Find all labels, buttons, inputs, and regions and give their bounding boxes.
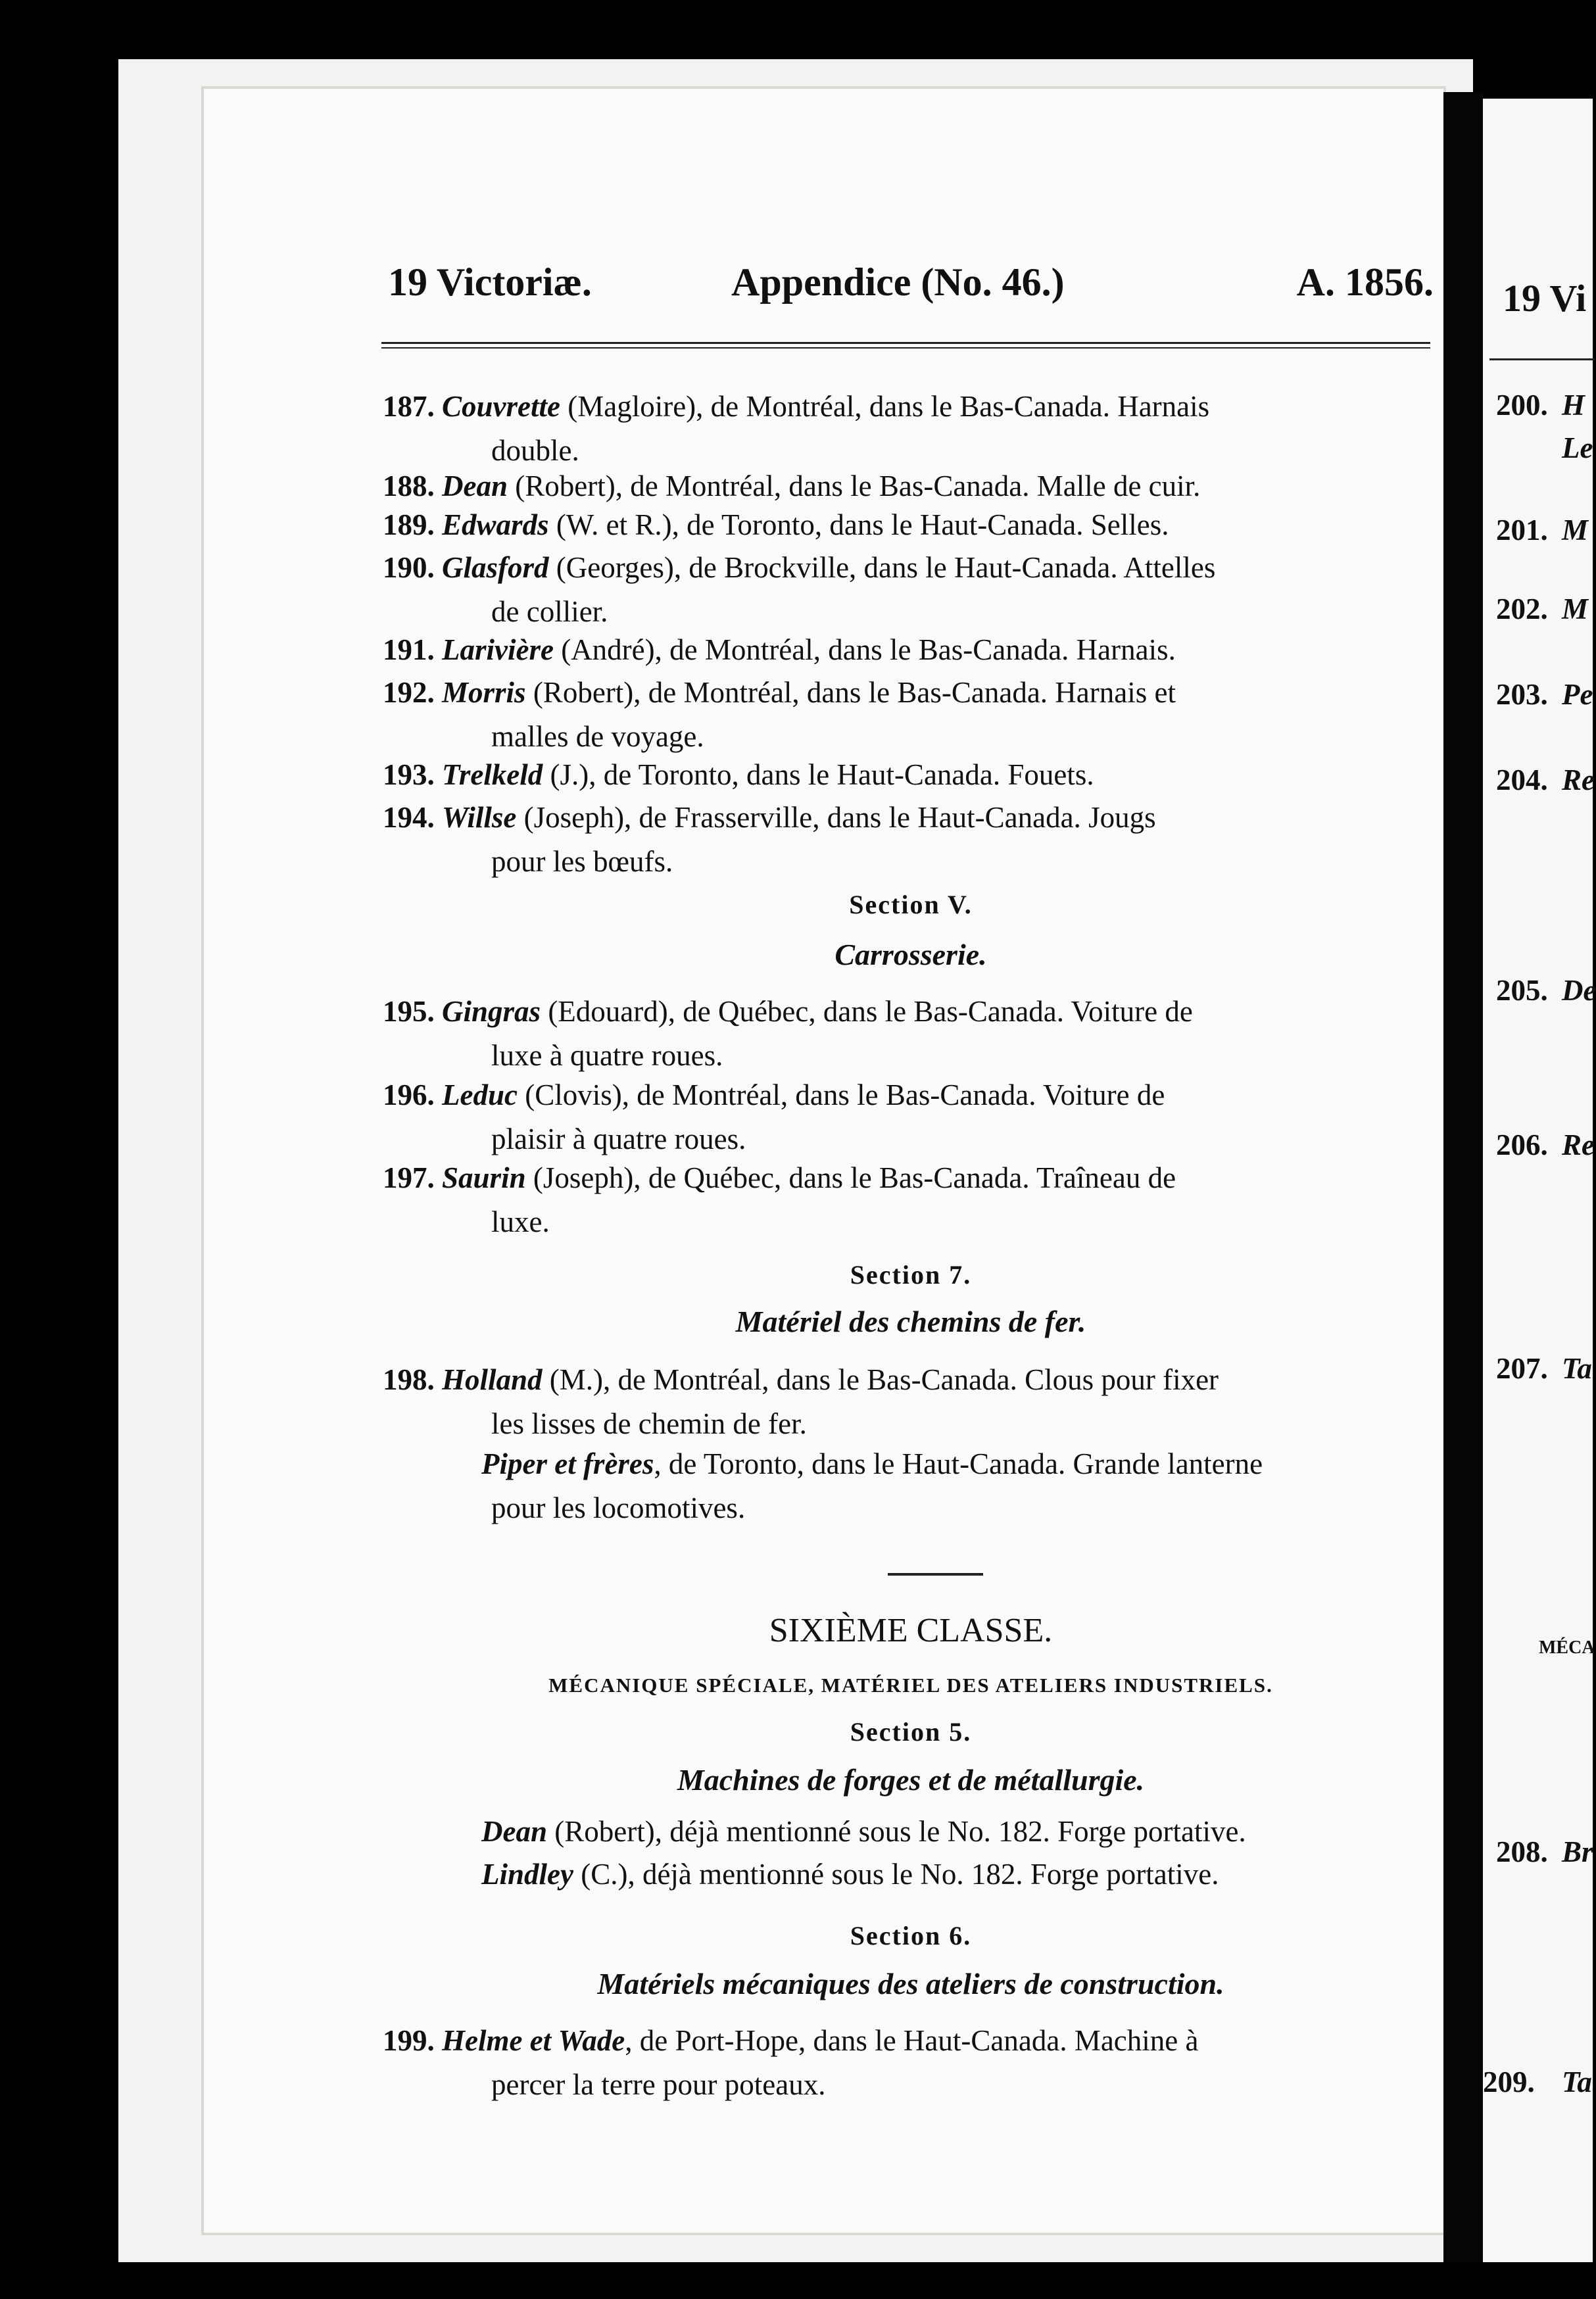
- running-head-left: 19 Victoriæ.: [388, 260, 592, 304]
- section-heading: Section 5.: [850, 1717, 972, 1747]
- entry-188: 188. Dean (Robert), de Montréal, dans le Bas-Canada. Malle de cuir.: [383, 470, 1201, 502]
- running-head-right: A. 1856.: [1296, 260, 1434, 304]
- scan-margin-left: [0, 0, 118, 2299]
- section-heading: Section V.: [849, 890, 973, 919]
- adjacent-fragment: Re: [1562, 1128, 1595, 1161]
- entry-193: 193. Trelkeld (J.), de Toronto, dans le Haut-Canada. Fouets.: [383, 758, 1094, 791]
- entry-187: 187. Couvrette (Magloire), de Montréal, dans le Bas-Canada. Harnais double.: [383, 390, 1210, 467]
- adjacent-rule: [1489, 358, 1595, 360]
- adjacent-fragment: Re: [1562, 763, 1595, 796]
- adjacent-fragment: H: [1562, 389, 1585, 422]
- adjacent-item-205: 205.: [1496, 974, 1548, 1007]
- entry-piper: Piper et frères, de Toronto, dans le Haut-Canada. Grande lanterne pour les locomotives.: [481, 1447, 1263, 1524]
- header-rule-double: [381, 347, 1430, 349]
- entry-199: 199. Helme et Wade, de Port-Hope, dans le Haut-Canada. Machine à percer la terre pour poteaux.: [383, 2024, 1199, 2101]
- adjacent-item-203: 203.: [1496, 678, 1548, 711]
- adjacent-item-204: 204.: [1496, 763, 1548, 796]
- adjacent-item-207: 207.: [1496, 1352, 1548, 1385]
- scan-margin-bottom: [118, 2262, 1593, 2299]
- section-heading: Section 6.: [850, 1921, 972, 1950]
- adjacent-fragment: Ta: [1562, 1352, 1592, 1385]
- class-subheading: MÉCANIQUE SPÉCIALE, MATÉRIEL DES ATELIERS INDUSTRIELS.: [548, 1674, 1273, 1697]
- adjacent-fragment: Br: [1562, 1835, 1593, 1868]
- adjacent-item-200: 200.: [1496, 389, 1548, 422]
- adjacent-running-head: 19 Vi: [1503, 277, 1587, 320]
- section-subheading: Machines de forges et de métallurgie.: [677, 1763, 1145, 1797]
- adjacent-class-fragment: MÉCA: [1539, 1637, 1595, 1658]
- entry-lindley: Lindley (C.), déjà mentionné sous le No. 182. Forge portative.: [481, 1858, 1219, 1891]
- running-head-center: Appendice (No. 46.): [731, 260, 1065, 304]
- running-head: [178, 260, 1434, 312]
- entry-197: 197. Saurin (Joseph), de Québec, dans le Bas-Canada. Traîneau de luxe.: [383, 1161, 1176, 1238]
- book-gutter: [1443, 92, 1483, 2262]
- adjacent-item-201: 201.: [1496, 514, 1548, 546]
- section-subheading: Matériel des chemins de fer.: [735, 1305, 1086, 1338]
- adjacent-item-209: 209.: [1483, 2066, 1535, 2098]
- adjacent-page-fragment: [1483, 99, 1596, 2269]
- adjacent-fragment: M: [1562, 514, 1589, 546]
- entry-190: 190. Glasford (Georges), de Brockville, dans le Haut-Canada. Attelles de collier.: [383, 551, 1216, 628]
- entry-189: 189. Edwards (W. et R.), de Toronto, dans le Haut-Canada. Selles.: [383, 508, 1169, 541]
- section-heading: Section 7.: [850, 1260, 972, 1290]
- adjacent-item-202: 202.: [1496, 593, 1548, 625]
- class-heading: SIXIÈME CLASSE.: [769, 1612, 1053, 1649]
- adjacent-fragment: M: [1562, 593, 1589, 625]
- entry-198: 198. Holland (M.), de Montréal, dans le Bas-Canada. Clous pour fixer les lisses de chemin de fer.: [383, 1363, 1219, 1440]
- entry-dean: Dean (Robert), déjà mentionné sous le No. 182. Forge portative.: [481, 1815, 1246, 1848]
- section-subheading: Matériels mécaniques des ateliers de construction.: [597, 1967, 1224, 2000]
- adjacent-fragment: Le: [1562, 431, 1593, 464]
- adjacent-item-208: 208.: [1496, 1835, 1548, 1868]
- entry-196: 196. Leduc (Clovis), de Montréal, dans le Bas-Canada. Voiture de plaisir à quatre roues.: [383, 1078, 1165, 1155]
- class-divider-rule: [888, 1573, 983, 1576]
- entry-194: 194. Willse (Joseph), de Frasserville, dans le Haut-Canada. Jougs pour les bœufs.: [383, 801, 1156, 878]
- section-subheading: Carrosserie.: [834, 938, 987, 971]
- adjacent-fragment: Ta: [1562, 2066, 1592, 2098]
- entry-195: 195. Gingras (Edouard), de Québec, dans le Bas-Canada. Voiture de luxe à quatre roues.: [383, 995, 1193, 1072]
- adjacent-fragment: De: [1562, 974, 1596, 1007]
- header-rule: [381, 342, 1430, 344]
- entry-191: 191. Larivière (André), de Montréal, dans le Bas-Canada. Harnais.: [383, 633, 1176, 666]
- entry-192: 192. Morris (Robert), de Montréal, dans le Bas-Canada. Harnais et malles de voyage.: [383, 676, 1176, 753]
- adjacent-item-206: 206.: [1496, 1128, 1548, 1161]
- adjacent-fragment: Pe: [1562, 678, 1593, 711]
